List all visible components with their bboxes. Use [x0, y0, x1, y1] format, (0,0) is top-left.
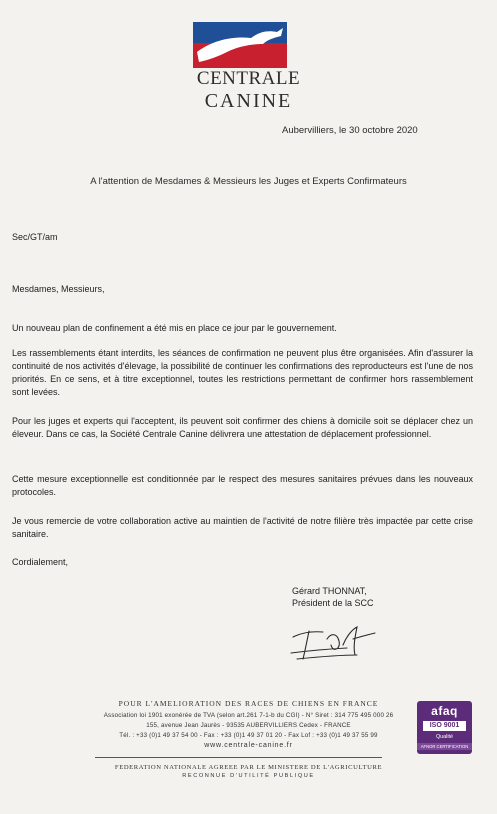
body-paragraph-4: Cette mesure exceptionnelle est conditionnée par le respect des mesures sanitaires prévues dans les nouveaux protocoles. — [12, 474, 473, 497]
footer-tagline: POUR L'AMELIORATION DES RACES DE CHIENS EN FRANCE — [118, 699, 379, 708]
badge-iso: ISO 9001 — [423, 721, 466, 731]
letter-closing: Cordialement, — [12, 557, 69, 567]
footer-address: 155, avenue Jean Jaurès - 93535 AUBERVILLIERS Cedex - FRANCE — [146, 722, 351, 729]
footer-federation: FEDERATION NATIONALE AGREEE PAR LE MINISTERE DE L'AGRICULTURE — [114, 764, 383, 771]
letter-attention-line: A l'attention de Mesdames & Messieurs les Juges et Experts Confirmateurs — [90, 176, 407, 187]
brand-name-line1: CENTRALE — [196, 68, 301, 89]
body-paragraph-5: Je vous remercie de votre collaboration active au maintien de l'activité de notre filière très impactée par cette crise sanitaire. — [12, 516, 473, 539]
centrale-canine-logo-icon — [193, 22, 287, 68]
badge-certification: AFNOR CERTIFICATION — [417, 743, 472, 750]
body-paragraph-1: Un nouveau plan de confinement a été mis en place ce jour par le gouvernement. — [12, 323, 337, 333]
body-paragraph-3: Pour les juges et experts qui l'acceptent, ils peuvent soit confirmer des chiens à domicile soit se déplacer chez un éleveur. Dans ce cas, la Société Centrale Canine délivrera une attestation de déplacement professionnel. — [12, 416, 473, 439]
signer-title: Président de la SCC — [292, 598, 374, 608]
letter-reference: Sec/GT/am — [12, 232, 58, 242]
brand-name-line2: CANINE — [204, 90, 293, 112]
letter-salutation: Mesdames, Messieurs, — [12, 284, 105, 294]
signer-name: Gérard THONNAT, — [292, 586, 367, 596]
footer-website[interactable]: www.centrale-canine.fr — [204, 742, 293, 749]
letter-date: Aubervilliers, le 30 octobre 2020 — [282, 125, 418, 136]
badge-brand: afaq — [431, 704, 458, 718]
badge-quality: Qualité — [435, 734, 454, 740]
footer-phones: Tél. : +33 (0)1 49 37 54 00 - Fax : +33 (0)1 49 37 01 20 - Fax Lof : +33 (0)1 49 37 55 99 — [119, 732, 378, 739]
signer-block — [292, 585, 374, 609]
handwritten-signature-icon — [287, 615, 383, 665]
afaq-iso-badge — [417, 701, 472, 754]
footer-recognition: RECONNUE D'UTILITÉ PUBLIQUE — [182, 773, 315, 779]
footer-association: Association loi 1901 exonérée de TVA (selon art.261 7-1-b du CGI) - N° Siret : 314 775 495 000 26 — [103, 712, 394, 719]
footer-divider — [95, 757, 382, 758]
body-paragraph-2: Les rassemblements étant interdits, les séances de confirmation ne peuvent plus être organisées. Afin d'assurer la continuité de nos activités d'élevage, la possibilité de continuer les confirmations des reproducteurs est l'une de nos priorités. En ce sens, et à titre exceptionnel, toutes les restrictions permettant de confirmer hors rassemblement sont levées. — [12, 348, 473, 397]
